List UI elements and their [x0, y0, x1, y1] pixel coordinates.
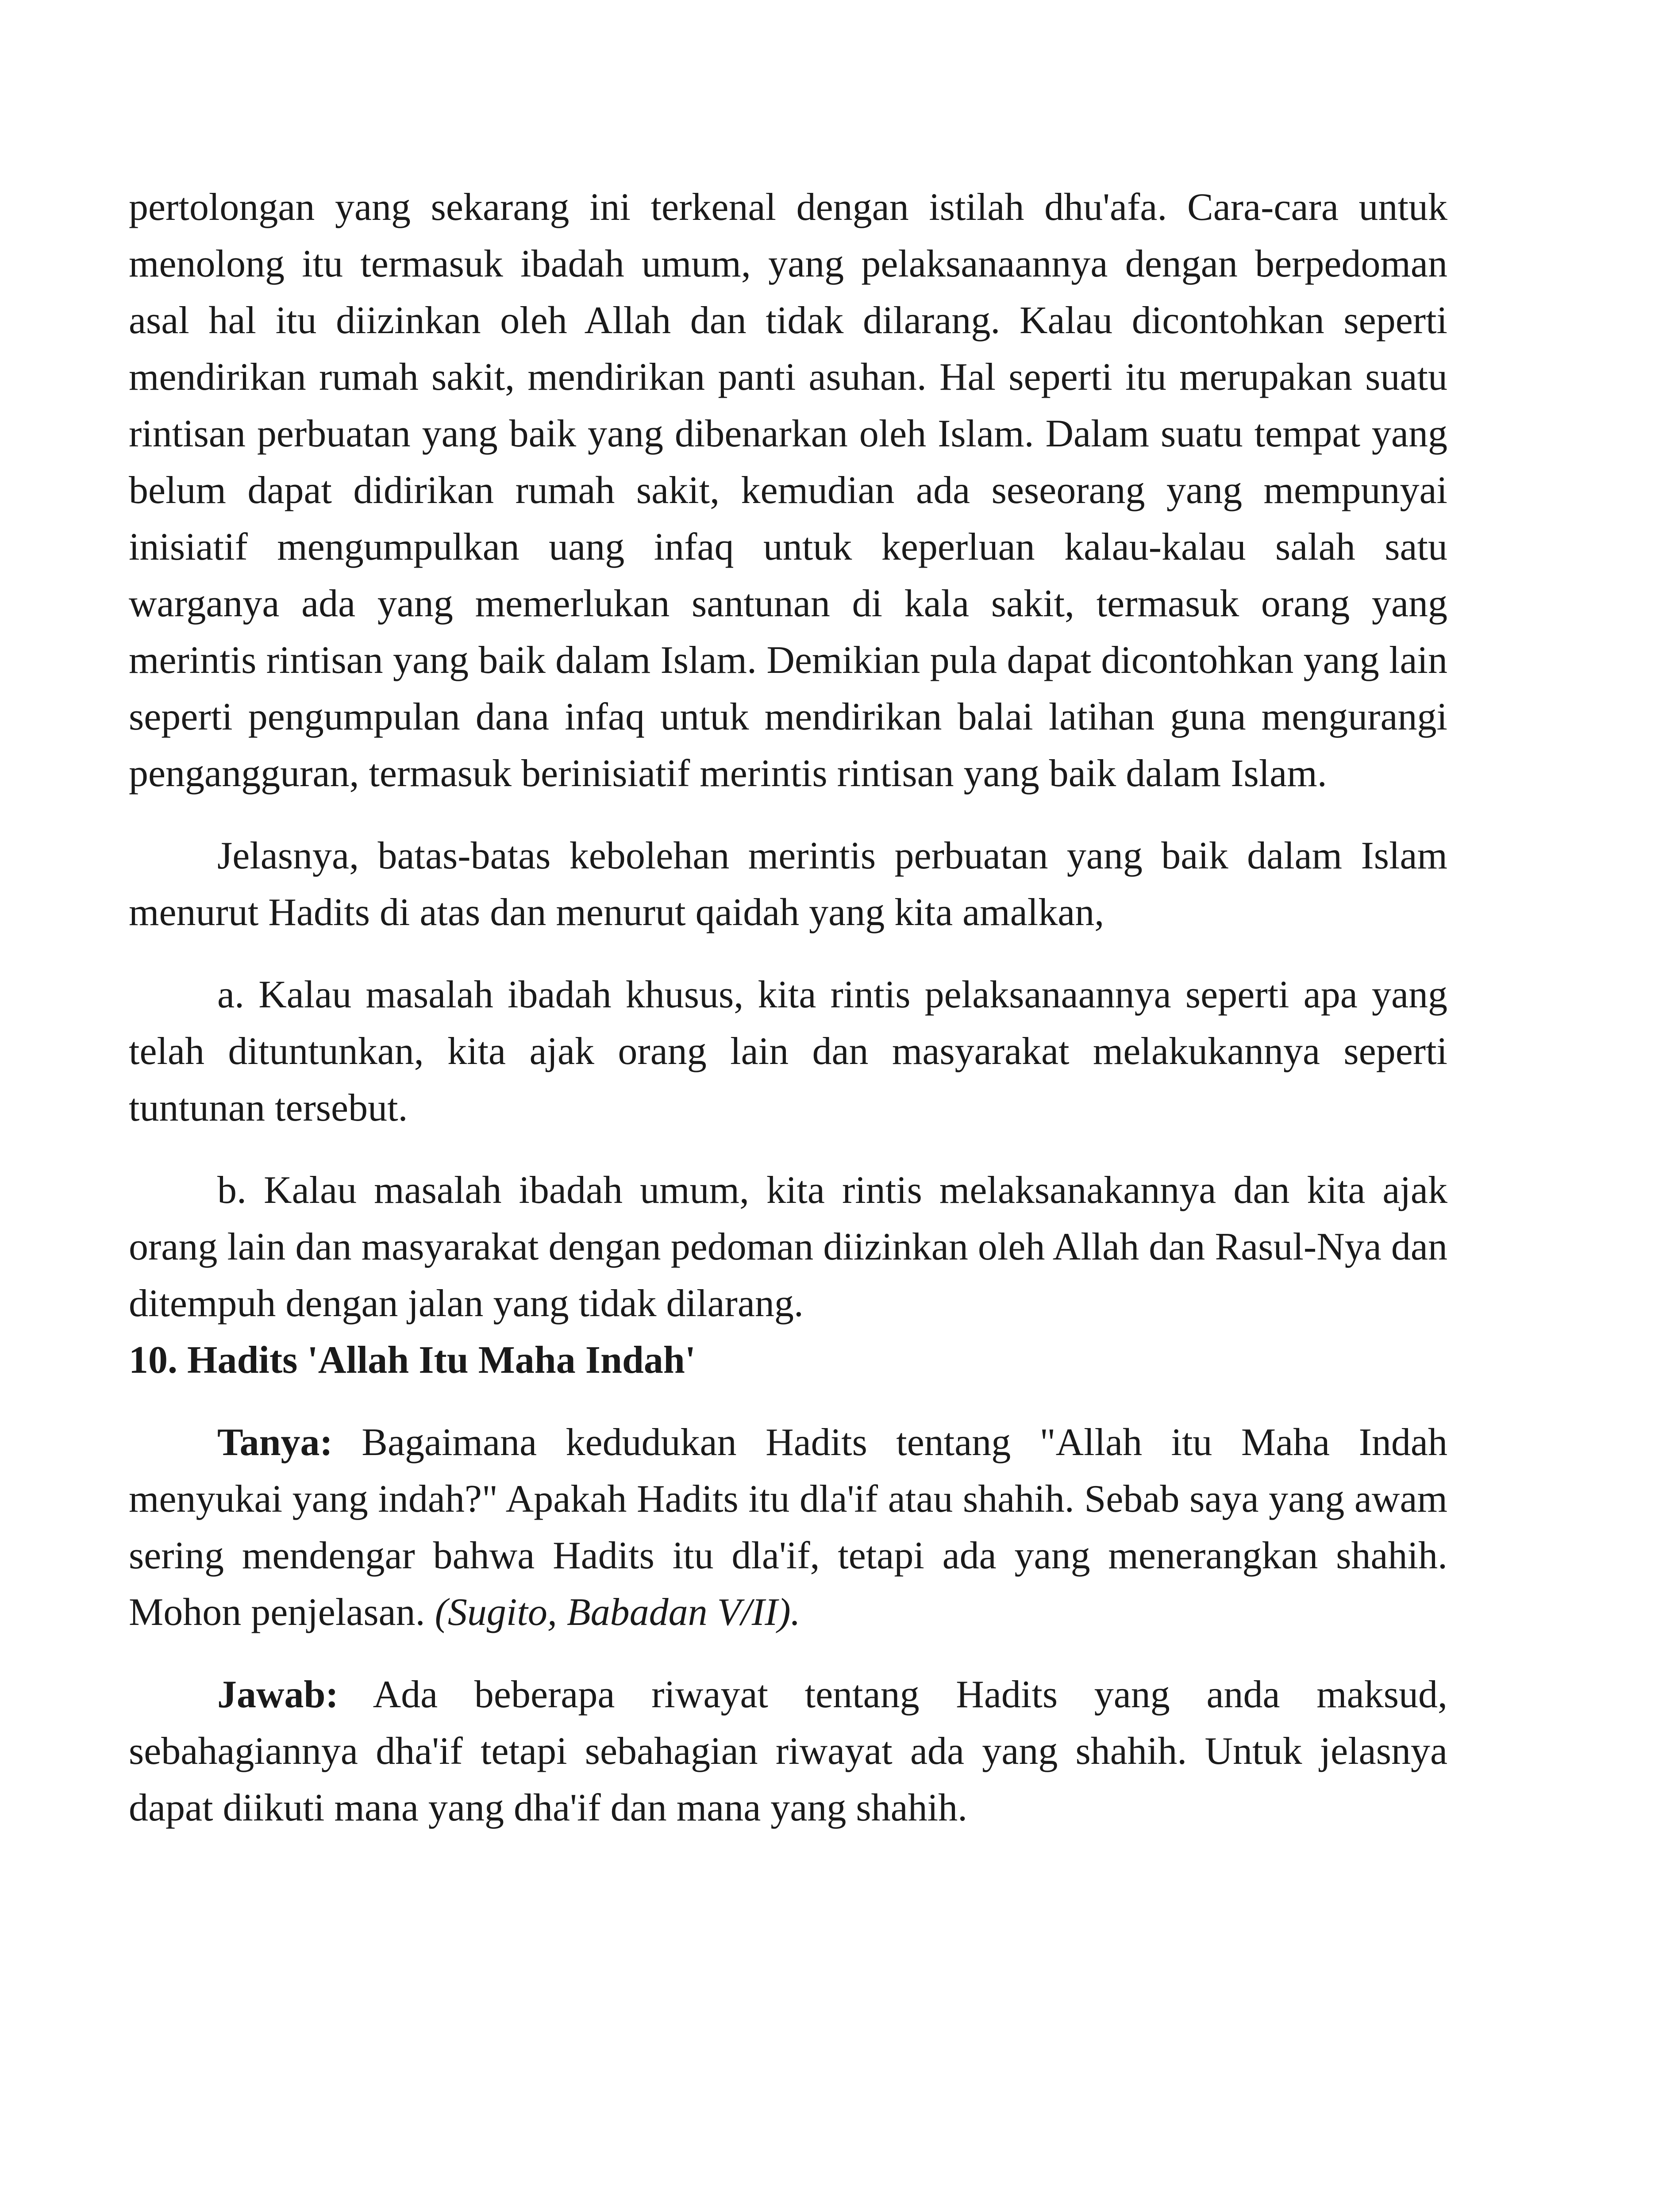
answer-text: Ada beberapa riwayat tentang Hadits yang anda maksud, sebahagiannya dha'if tetapi sebahagian riwayat ada yang shahih. Untuk jelasnya dapat diikuti mana yang dha'if dan mana yang shahih.: [129, 1673, 1447, 1829]
paragraph-dhuafa: pertolongan yang sekarang ini terkenal dengan istilah dhu'afa. Cara-cara untuk menolong itu termasuk ibadah umum, yang pelaksanaannya dengan berpedoman asal hal itu diizinkan oleh Allah dan tidak dilarang. Kalau dicontohkan seperti mendirikan rumah sakit, mendirikan panti asuhan. Hal seperti itu merupakan suatu rintisan perbuatan yang baik yang dibenarkan oleh Islam. Dalam suatu tempat yang belum dapat didirikan rumah sakit, kemudian ada seseorang yang mempunyai inisiatif mengumpulkan uang infaq untuk keperluan kalau-kalau salah satu warganya ada yang memerlukan santunan di kala sakit, termasuk orang yang merintis rintisan yang baik dalam Islam. Demikian pula dapat dicontohkan yang lain seperti pengumpulan dana infaq untuk mendirikan balai latihan guna mengurangi pengangguran, termasuk berinisiatif merintis rintisan yang baik dalam Islam.: [129, 186, 1447, 795]
question-label: Tanya:: [217, 1421, 333, 1464]
section-heading: 10. Hadits 'Allah Itu Maha Indah': [129, 1339, 696, 1382]
paragraph-batas-kebolehan: Jelasnya, batas-batas kebolehan merintis perbuatan yang baik dalam Islam menurut Hadits di atas dan menurut qaidah yang kita amalkan,: [129, 834, 1447, 934]
question-text: Bagaimana kedudukan Hadits tentang "Allah itu Maha Indah menyukai yang indah?" Apakah Hadits itu dla'if atau shahih. Sebab saya yang awam sering mendengar bahwa Hadits itu dla'if, tetapi ada yang menerangkan shahih. Mohon penjelasan.: [129, 1421, 1447, 1634]
question-paragraph: [129, 1414, 1447, 1641]
answer-label: Jawab:: [217, 1673, 339, 1716]
answer-paragraph: [129, 1667, 1447, 1836]
list-item-b: b. Kalau masalah ibadah umum, kita rintis melaksanakannya dan kita ajak orang lain dan masyarakat dengan pedoman diizinkan oleh Allah dan Rasul-Nya dan ditempuh dengan jalan yang tidak dilarang.: [129, 1169, 1447, 1325]
page-body: [129, 179, 1447, 1836]
list-item-a: a. Kalau masalah ibadah khusus, kita rintis pelaksanaannya seperti apa yang telah dituntunkan, kita ajak orang lain dan masyarakat melakukannya seperti tuntunan tersebut.: [129, 973, 1447, 1129]
question-source: (Sugito, Babadan V/II).: [435, 1591, 800, 1634]
